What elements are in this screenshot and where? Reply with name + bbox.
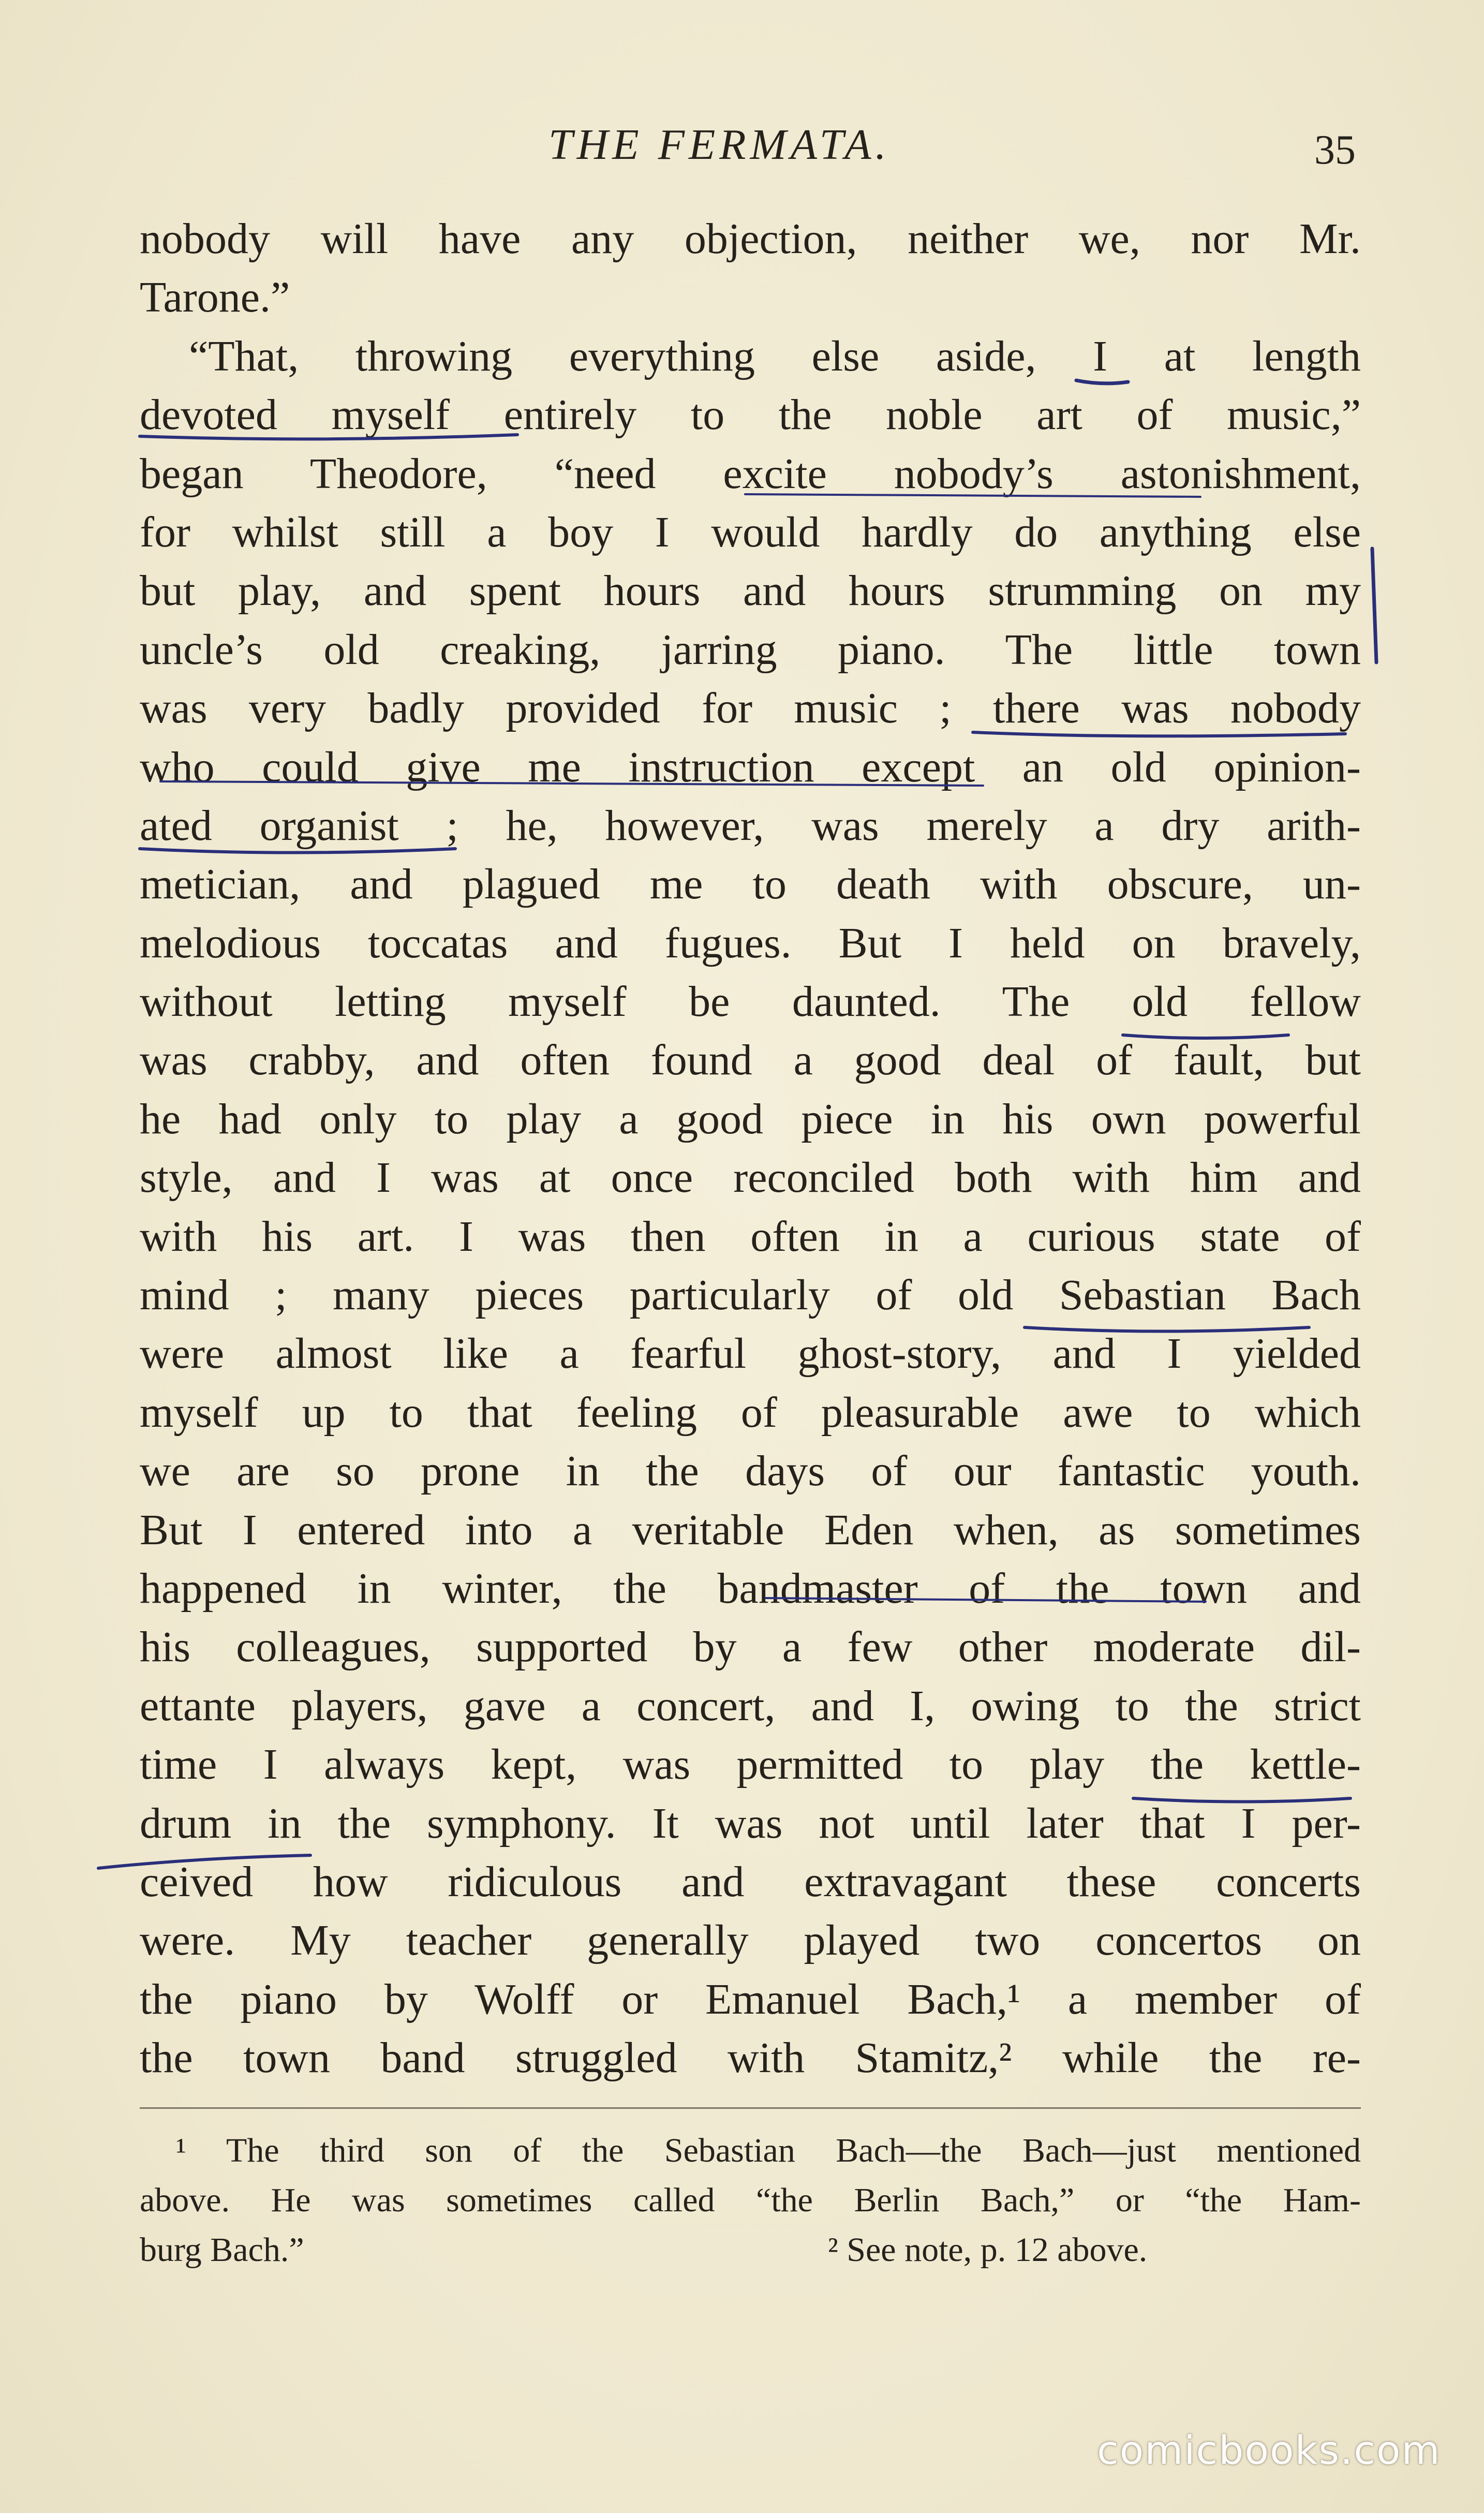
text-line: drum in the symphony. It was not until later that I per-	[140, 1799, 1361, 1847]
text-line: with his art. I was then often in a curious state of	[140, 1212, 1361, 1261]
text-line: ettante players, gave a concert, and I, owing to the strict	[140, 1681, 1361, 1730]
text-line: Tarone.”	[140, 273, 290, 322]
running-head	[0, 116, 1484, 173]
text-line: his colleagues, supported by a few other moderate dil-	[140, 1623, 1361, 1672]
text-line: but play, and spent hours and hours strumming on my	[140, 567, 1361, 615]
text-line: without letting myself be daunted. The old fellow	[140, 978, 1361, 1026]
text-line: devoted myself entirely to the noble art of music,”	[140, 391, 1361, 439]
footnote-rule	[140, 2107, 1361, 2109]
body-text	[140, 210, 1361, 2088]
text-line: ated organist ; he, however, was merely a dry arith-	[140, 801, 1361, 850]
text-line: for whilst still a boy I would hardly do anything else	[140, 508, 1361, 556]
footnote-2: ² See note, p. 12 above.	[828, 2231, 1148, 2269]
text-line: were. My teacher generally played two concertos on	[140, 1916, 1361, 1965]
page-number: 35	[1314, 127, 1356, 173]
text-line: But I entered into a veritable Eden when, as sometimes	[140, 1505, 1361, 1554]
text-line: myself up to that feeling of pleasurable awe to which	[140, 1388, 1361, 1437]
text-line: metician, and plagued me to death with obscure, un-	[140, 860, 1361, 909]
text-line: mind ; many pieces particularly of old Sebastian Bach	[140, 1271, 1361, 1320]
text-line: we are so prone in the days of our fantastic youth.	[140, 1447, 1361, 1496]
watermark: comicbooks.com	[1097, 2427, 1441, 2473]
footnotes	[140, 2126, 1361, 2275]
text-line: who could give me instruction except an old opinion-	[140, 743, 1361, 791]
footnote-line: above. He was sometimes called “the Berlin Bach,” or “the Ham-	[140, 2181, 1361, 2219]
text-line: style, and I was at once reconciled both with him and	[140, 1154, 1361, 1202]
text-line: were almost like a fearful ghost-story, and I yielded	[140, 1329, 1361, 1378]
footnote-line	[140, 2225, 1361, 2275]
text-line: ceived how ridiculous and extravagant these concerts	[140, 1857, 1361, 1906]
text-line: was crabby, and often found a good deal of fault, but	[140, 1036, 1361, 1085]
footnote-line: ¹ The third son of the Sebastian Bach—the Bach—just mentioned	[176, 2132, 1361, 2169]
text-line: was very badly provided for music ; there was nobody	[140, 684, 1361, 733]
text-line: nobody will have any objection, neither we, nor Mr.	[140, 215, 1361, 263]
text-line: began Theodore, “need excite nobody’s astonishment,	[140, 449, 1361, 498]
text-line: the piano by Wolff or Emanuel Bach,¹ a member of	[140, 1975, 1361, 2023]
running-title: THE FERMATA.	[548, 121, 891, 169]
footnote-1-end: burg Bach.”	[140, 2231, 304, 2269]
text-line: time I always kept, was permitted to play the kettle-	[140, 1740, 1361, 1789]
text-line: “That, throwing everything else aside, I at length	[189, 332, 1361, 380]
text-line: melodious toccatas and fugues. But I held on bravely,	[140, 919, 1361, 967]
text-line: he had only to play a good piece in his own powerful	[140, 1095, 1361, 1143]
text-line: uncle’s old creaking, jarring piano. The little town	[140, 625, 1361, 674]
text-line: happened in winter, the bandmaster of the town and	[140, 1564, 1361, 1613]
text-line: the town band struggled with Stamitz,² while the re-	[140, 2034, 1361, 2082]
